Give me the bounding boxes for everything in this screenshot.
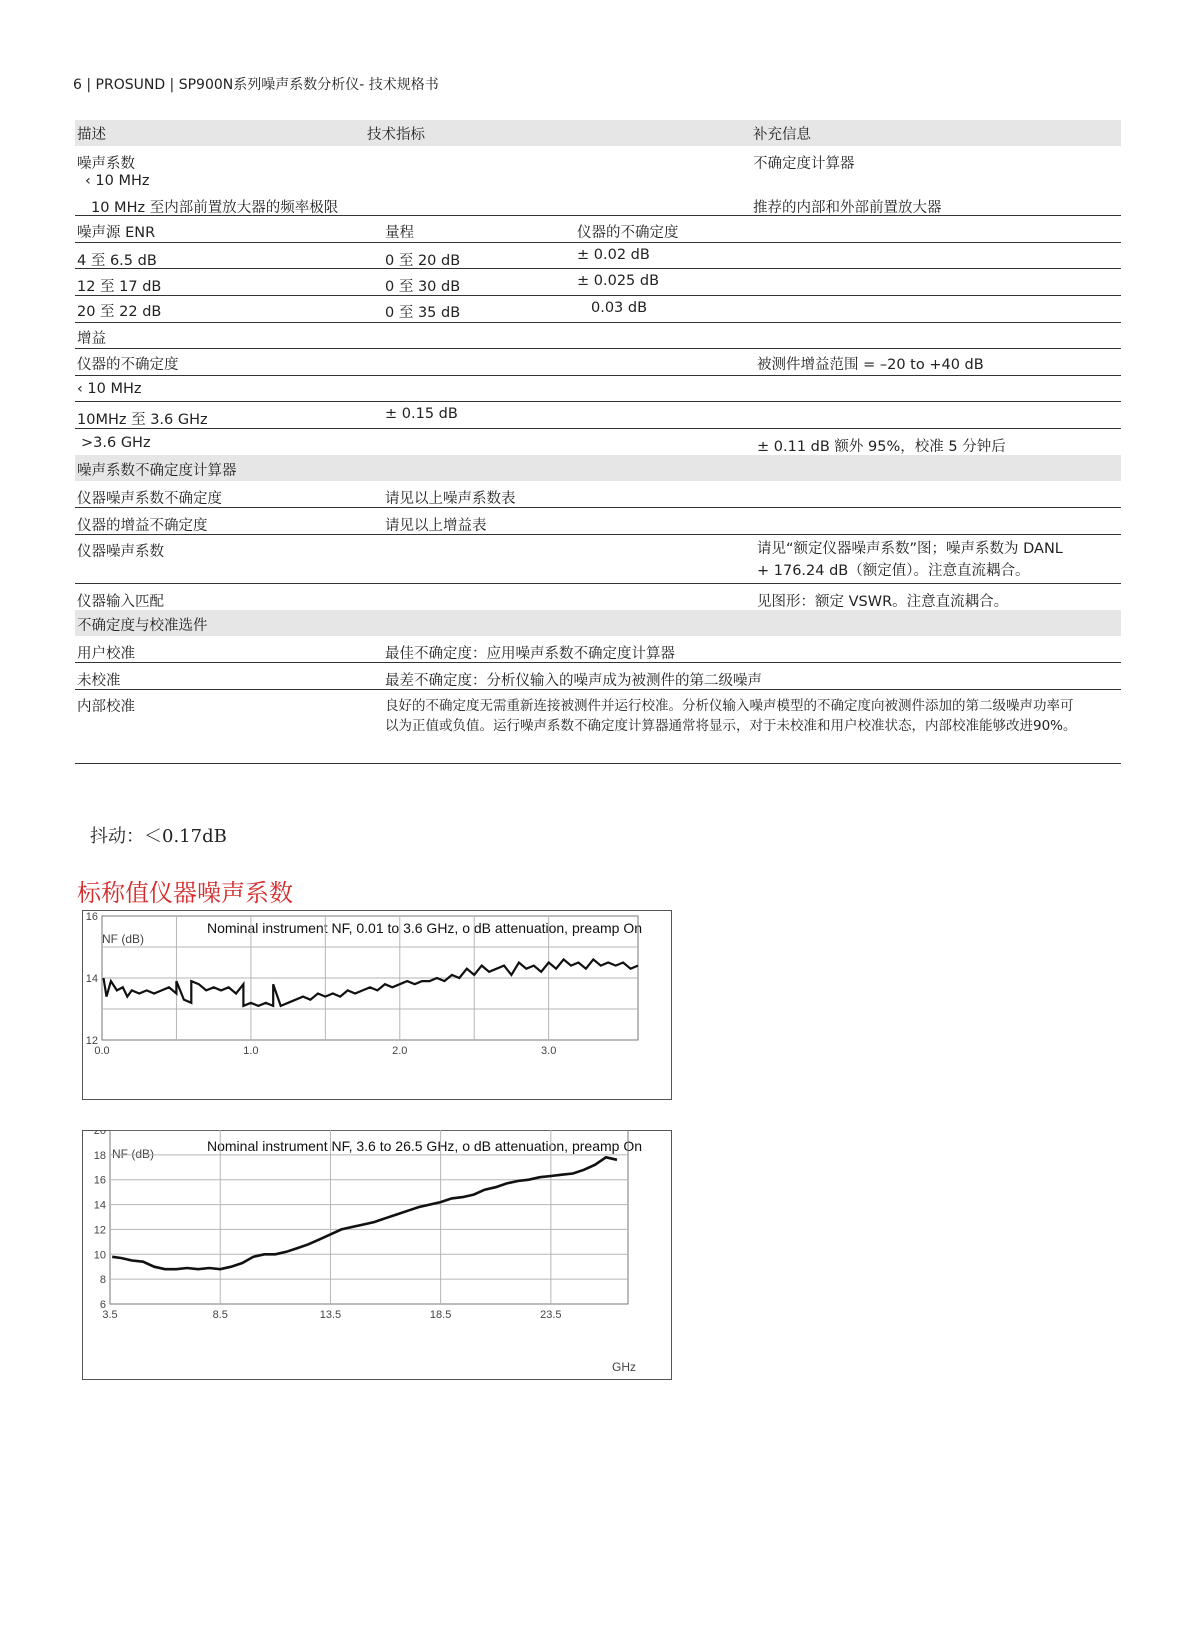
cal-section-title: 不确定度与校准选件 [77,618,208,634]
y-tick-label: 12 [93,1224,106,1237]
gain-lt10: ‹ 10 MHz [77,381,142,397]
enr-header-c1: 噪声源 ENR [77,225,156,241]
y-tick-label: 10 [93,1249,106,1262]
table-row [75,663,1121,690]
table-row [75,349,1121,376]
gain-row [75,323,1121,349]
calc-section-title: 噪声系数不确定度计算器 [77,463,237,479]
col-info-header: 补充信息 [753,127,811,143]
nf-info-calc: 不确定度计算器 [753,156,855,172]
table-row [75,508,1121,535]
enr-row-2-c3: ± 0.025 dB [577,273,660,289]
enr-row-3-c2: 0 至 35 dB [385,305,461,321]
gain-gt36-info: ± 0.11 dB 额外 95%，校准 5 分钟后 [757,439,1006,455]
col-spec-header: 技术指标 [367,127,425,143]
enr-row-1-c3: ± 0.02 dB [577,247,650,263]
calc-row-2-c1: 仪器的增益不确定度 [77,518,208,534]
input-match-label: 仪器输入匹配 [77,594,164,610]
table-row [75,481,1121,508]
table-row [75,535,1121,584]
calc-section-row [75,455,1121,481]
inst-nf-info-2: + 176.24 dB（额定值）。注意直流耦合。 [757,563,1030,579]
table-row [75,636,1121,663]
nf-info-preamp: 推荐的内部和外部前置放大器 [753,200,942,216]
chart-title: Nominal instrument NF, 0.01 to 3.6 GHz, o dB attenuation, preamp On [207,920,642,936]
x-tick-label: 23.5 [540,1309,562,1321]
col-desc-header: 描述 [77,127,106,143]
y-tick-label: 12 [85,1035,98,1047]
x-tick-label: 3.5 [102,1309,118,1321]
y-tick-label: 6 [99,1299,106,1311]
chart-ylabel: NF (dB) [102,932,144,946]
chart-frame [83,911,672,1100]
gain-unc-label: 仪器的不确定度 [77,357,179,373]
x-tick-label: 1.0 [243,1045,259,1057]
table-row [75,376,1121,402]
nf-chart-low-svg [82,910,672,1100]
enr-row-1-c1: 4 至 6.5 dB [77,253,157,269]
internal-cal-label: 内部校准 [77,699,135,715]
table-row [75,584,1121,610]
x-tick-label: 18.5 [429,1309,452,1321]
inst-nf-info-1: 请见“额定仪器噪声系数”图；噪声系数为 DANL [757,541,1063,557]
table-row [75,690,1121,764]
enr-header-c3: 仪器的不确定度 [577,225,679,241]
y-tick-label: 14 [93,1199,106,1212]
chart-frame [83,1131,672,1380]
chart-title: Nominal instrument NF, 3.6 to 26.5 GHz, o dB attenuation, preamp On [207,1138,642,1154]
enr-row-2-c2: 0 至 30 dB [385,279,461,295]
table-row [75,269,1121,296]
chart-ylabel: NF (dB) [112,1147,154,1161]
internal-cal-desc: 良好的不确定度无需重新连接被测件并运行校准。分析仪输入噪声模型的不确定度向被测件添加的第二级噪声功率可以为正值或负值。运行噪声系数不确定度计算器通常将显示，对于未校准和用户校准状态，内部校准能够改进90%。 [385,698,1077,734]
gain-gt36-c1: >3.6 GHz [81,435,151,451]
enr-row-2-c1: 12 至 17 dB [77,279,162,295]
enr-row-3-c3: 0.03 dB [591,300,648,316]
nf-chart-low [82,910,672,1100]
x-tick-label: 8.5 [212,1309,228,1321]
y-tick-label: 20 [93,1130,106,1137]
y-tick-label: 14 [85,973,98,985]
cal-row-2-c2: 最差不确定度：分析仪输入的噪声成为被测件的第二级噪声 [385,673,762,689]
gain-unc-info: 被测件增益范围 = –20 to +40 dB [757,357,984,373]
y-tick-label: 16 [93,1174,106,1187]
nf-chart-high [82,1130,672,1380]
y-tick-label: 8 [99,1274,106,1287]
section-title: 标称值仪器噪声系数 [77,879,293,907]
calc-row-2-c2: 请见以上增益表 [385,518,487,534]
enr-row-1-c2: 0 至 20 dB [385,253,461,269]
jitter-spec: 抖动：＜0.17dB [90,826,227,847]
cal-row-2-c1: 未校准 [77,673,121,689]
y-tick-label: 16 [85,911,98,923]
page-header: 6 | PROSUND | SP900N系列噪声系数分析仪- 技术规格书 [73,77,439,93]
gain-10-36-c1: 10MHz 至 3.6 GHz [77,412,208,428]
x-tick-label: 13.5 [319,1309,342,1321]
nf-sub-lt10: ‹ 10 MHz [85,173,150,189]
table-row [75,402,1121,429]
enr-header-row [75,216,1121,243]
input-match-info: 见图形：额定 VSWR。注意直流耦合。 [757,594,1009,610]
y-tick-label: 18 [93,1149,106,1162]
x-tick-label: 3.0 [541,1045,557,1057]
table-header-row [75,120,1121,146]
gain-10-36-c2: ± 0.15 dB [385,406,458,422]
gain-label: 增益 [77,331,106,347]
table-row [75,243,1121,269]
x-tick-label: 0.0 [94,1045,110,1057]
enr-row-3-c1: 20 至 22 dB [77,304,162,320]
calc-row-1-c1: 仪器噪声系数不确定度 [77,491,222,507]
enr-header-c2: 量程 [385,225,414,241]
spec-table [75,120,1121,764]
chart-xlabel: GHz [612,1360,636,1374]
noise-figure-block [75,146,1121,216]
inst-nf-label: 仪器噪声系数 [77,544,164,560]
x-tick-label: 2.0 [392,1045,408,1057]
cal-section-row [75,610,1121,636]
nf-chart-high-svg [82,1130,672,1380]
nf-title: 噪声系数 [77,156,135,172]
calc-row-1-c2: 请见以上噪声系数表 [385,491,516,507]
table-row [75,296,1121,323]
cal-row-1-c1: 用户校准 [77,646,135,662]
table-row [75,429,1121,455]
nf-sub-range: 10 MHz 至内部前置放大器的频率极限 [91,200,339,216]
cal-row-1-c2: 最佳不确定度：应用噪声系数不确定度计算器 [385,646,675,662]
